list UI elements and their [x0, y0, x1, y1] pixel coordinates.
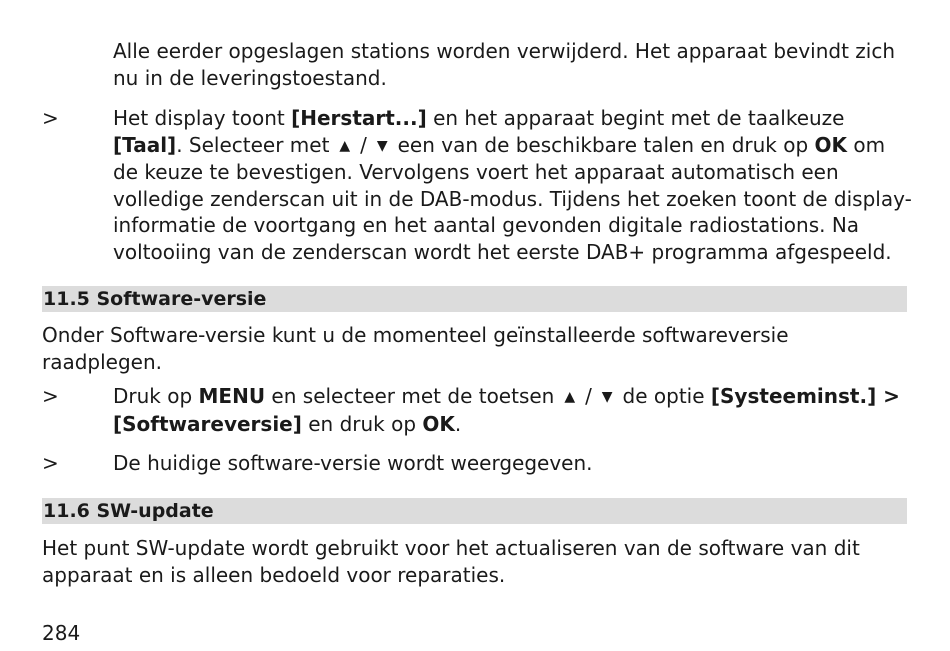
step-text: om de keuze te bevestigen. Vervolgens voert het apparaat automatisch een volledige zenderscan uit in de DAB-modus. Tijdens het zoeken toont de display-informatie de voortgang en het aantal gevonden digitale radiostations. Na voltooiing van de zenderscan wordt het eerste DAB+ programma afgespeeld. — [113, 132, 912, 264]
restart-label: [Herstart...] — [291, 106, 427, 130]
section-title: 11.5 Software-versie — [43, 288, 267, 310]
software-version-intro — [42, 322, 912, 375]
software-version-result — [113, 450, 913, 477]
ok-label: OK — [814, 132, 848, 157]
section-intro-text: Onder Software-versie kunt u de momenteel geïnstalleerde softwareversie raadplegen. — [42, 323, 789, 374]
separator: / — [578, 384, 599, 408]
arrow-up-icon: ▲ — [564, 389, 576, 405]
arrow-up-icon: ▲ — [339, 137, 351, 154]
bullet-marker: > — [42, 384, 59, 408]
intro-paragraph — [113, 38, 913, 91]
step-text: en het apparaat begint met de taalkeuze — [426, 106, 845, 130]
step-text: en selecteer met de toetsen — [265, 384, 561, 408]
intro-text: Alle eerder opgeslagen stations worden verwijderd. Het apparaat bevindt zich nu in de leveringstoestand. — [113, 39, 896, 90]
step-text: een van de beschikbare talen en druk op — [391, 132, 815, 157]
step-text: Druk op — [113, 384, 199, 408]
bullet-marker: > — [42, 451, 59, 475]
step-text: . — [454, 411, 462, 436]
menu-label: MENU — [198, 384, 266, 408]
bullet-marker: > — [42, 106, 59, 130]
menu-path-label: [Systeeminst.] > [Softwareversie] — [113, 384, 900, 436]
section-title: 11.6 SW-update — [43, 500, 214, 522]
step-text: de optie — [616, 384, 711, 408]
software-version-step — [113, 383, 913, 437]
ok-label: OK — [422, 411, 455, 436]
language-label: [Taal] — [113, 132, 177, 157]
step-text: . Selecteer met — [176, 132, 336, 157]
section-heading-bar — [42, 498, 907, 524]
section-heading-bar — [42, 286, 907, 312]
arrow-down-icon: ▼ — [376, 137, 388, 154]
page-number: 284 — [42, 621, 81, 645]
step-text: De huidige software-versie wordt weergegeven. — [113, 451, 593, 475]
restart-step — [113, 105, 913, 265]
section-intro-text: Het punt SW-update wordt gebruikt voor het actualiseren van de software van dit apparaat en is alleen bedoeld voor reparaties. — [42, 536, 860, 587]
separator: / — [353, 132, 374, 157]
step-text: en druk op — [301, 411, 423, 436]
arrow-down-icon: ▼ — [601, 389, 613, 405]
step-text: Het display toont — [113, 106, 292, 130]
sw-update-intro — [42, 535, 912, 588]
